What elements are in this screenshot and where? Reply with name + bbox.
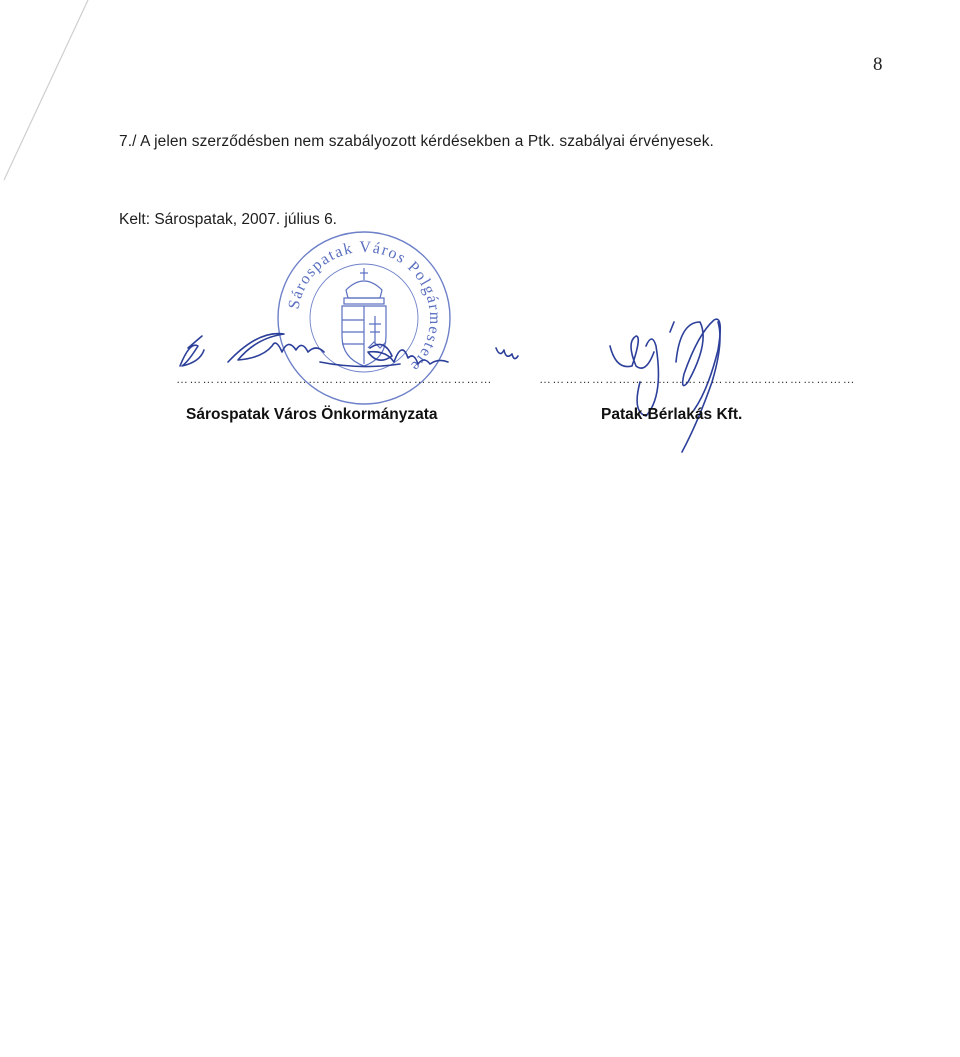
page-number: 8 (873, 54, 883, 75)
right-signature (600, 312, 770, 462)
stamp-ring-text: Sárospatak Város Polgármestere (285, 238, 444, 376)
right-party-name: Patak-Bérlakás Kft. (601, 406, 743, 423)
left-party-name: Sárospatak Város Önkormányzata (186, 406, 438, 423)
clause-7-text: 7./ A jelen szerződésben nem szabályozott kérdésekben a Ptk. szabályai érvényesek. (119, 133, 714, 150)
scan-edge-line (0, 0, 120, 200)
date-place-line: Kelt: Sárospatak, 2007. július 6. (119, 211, 337, 228)
left-signature-line: ……………………………………………………………… (176, 372, 493, 386)
right-signature-line: ……………………………………………………………… (539, 372, 856, 386)
